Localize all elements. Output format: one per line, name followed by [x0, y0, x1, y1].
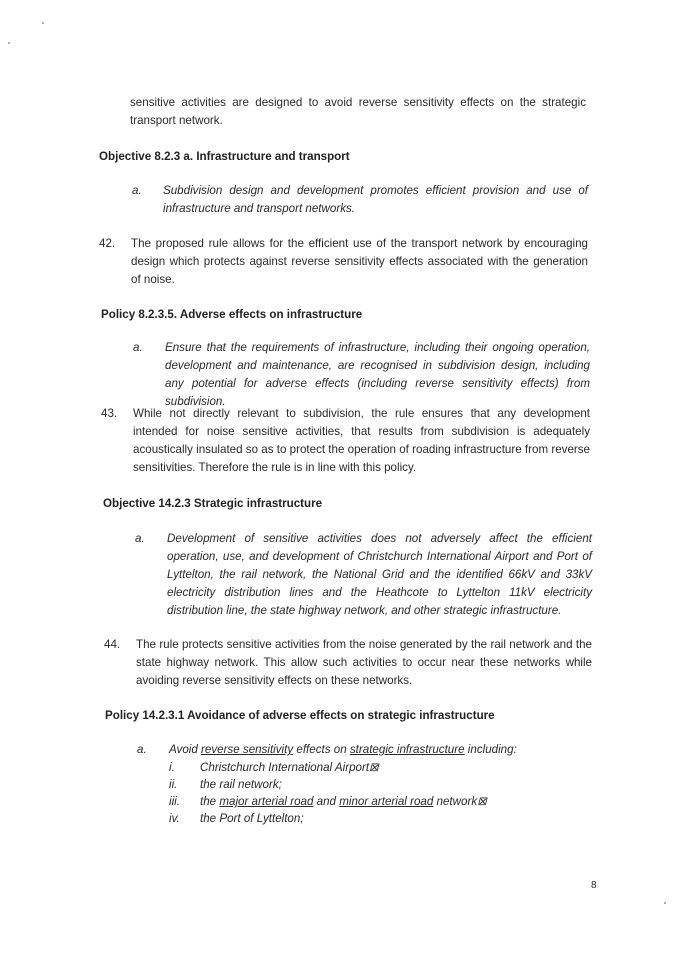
quote-label: a.: [135, 532, 145, 545]
scan-speck: [664, 902, 666, 904]
section-heading: Policy 14.2.3.1 Avoidance of adverse effects on strategic infrastructure: [105, 709, 495, 722]
list-item-number: i.: [169, 761, 175, 774]
quote-label: a.: [132, 184, 142, 197]
item-text: and: [313, 795, 340, 808]
strategic-infrastructure-link[interactable]: strategic infrastructure: [349, 743, 465, 756]
body-paragraph: The rule protects sensitive activities from the noise generated by the rail network and the state highway network. This allow such activities to occur near these networks while avoiding reverse sensitivity effects on these networks.: [136, 638, 592, 687]
section-heading: Objective 8.2.3 a. Infrastructure and transport: [99, 150, 350, 163]
list-item-text: the Port of Lyttelton;: [200, 812, 304, 825]
quote-label: a.: [133, 341, 143, 354]
list-item-text: the rail network;: [200, 778, 282, 791]
major-arterial-road-link[interactable]: major arterial road: [219, 795, 314, 808]
reverse-sensitivity-link[interactable]: reverse sensitivity: [201, 743, 294, 756]
policy-lead: [169, 741, 589, 759]
quote-label: a.: [137, 743, 147, 756]
list-item-text: [200, 793, 580, 811]
intro-paragraph: sensitive activities are designed to avoid reverse sensitivity effects on the strategic transport network.: [130, 96, 586, 127]
body-paragraph: The proposed rule allows for the efficient use of the transport network by encouraging design which protects against reverse sensitivity effects associated with the generation of noise.: [131, 237, 588, 286]
list-item-number: iv.: [169, 812, 180, 825]
section-heading: Policy 8.2.3.5. Adverse effects on infrastructure: [101, 308, 363, 321]
item-text: network⊠: [433, 795, 487, 808]
minor-arterial-road-link[interactable]: minor arterial road: [339, 795, 434, 808]
paragraph-number: 44.: [104, 638, 121, 651]
lead-text: including:: [464, 743, 517, 756]
paragraph-number: 42.: [99, 237, 116, 250]
body-paragraph: While not directly relevant to subdivision, the rule ensures that any development intended for noise sensitive activities, that results from subdivision is adequately acoustically insulated so as to protect the operation of roading infrastructure from reverse sensitivities. Therefore the rule is in line with this policy.: [133, 407, 590, 474]
list-item-number: ii.: [169, 778, 178, 791]
lead-text: effects on: [293, 743, 350, 756]
scan-speck: [8, 42, 10, 44]
quote-text: Development of sensitive activities does not adversely affect the efficient operation, use, and development of Christchurch International Airport and Port of Lyttelton, the rail network, the National Grid and the identified 66kV and 33kV electricity distribution lines and the Heathcote to Lyttelton 11kV electricity distribution line, the state highway network, and other strategic infrastructure.: [167, 532, 592, 617]
quote-text: Subdivision design and development promotes efficient provision and use of infrastructure and transport networks.: [163, 184, 588, 215]
paragraph-number: 43.: [101, 407, 118, 420]
page-number: 8: [591, 880, 597, 891]
list-item-text: Christchurch International Airport⊠: [200, 761, 379, 774]
quote-text: Ensure that the requirements of infrastructure, including their ongoing operation, development and maintenance, are recognised in subdivision design, including any potential for adverse effects (including reverse sensitivity effects) from subdivision.: [165, 341, 590, 408]
section-heading: Objective 14.2.3 Strategic infrastructure: [103, 497, 323, 510]
item-text: the: [200, 795, 220, 808]
scan-speck: [42, 22, 44, 24]
list-item-number: iii.: [169, 795, 180, 808]
lead-text: Avoid: [169, 743, 202, 756]
